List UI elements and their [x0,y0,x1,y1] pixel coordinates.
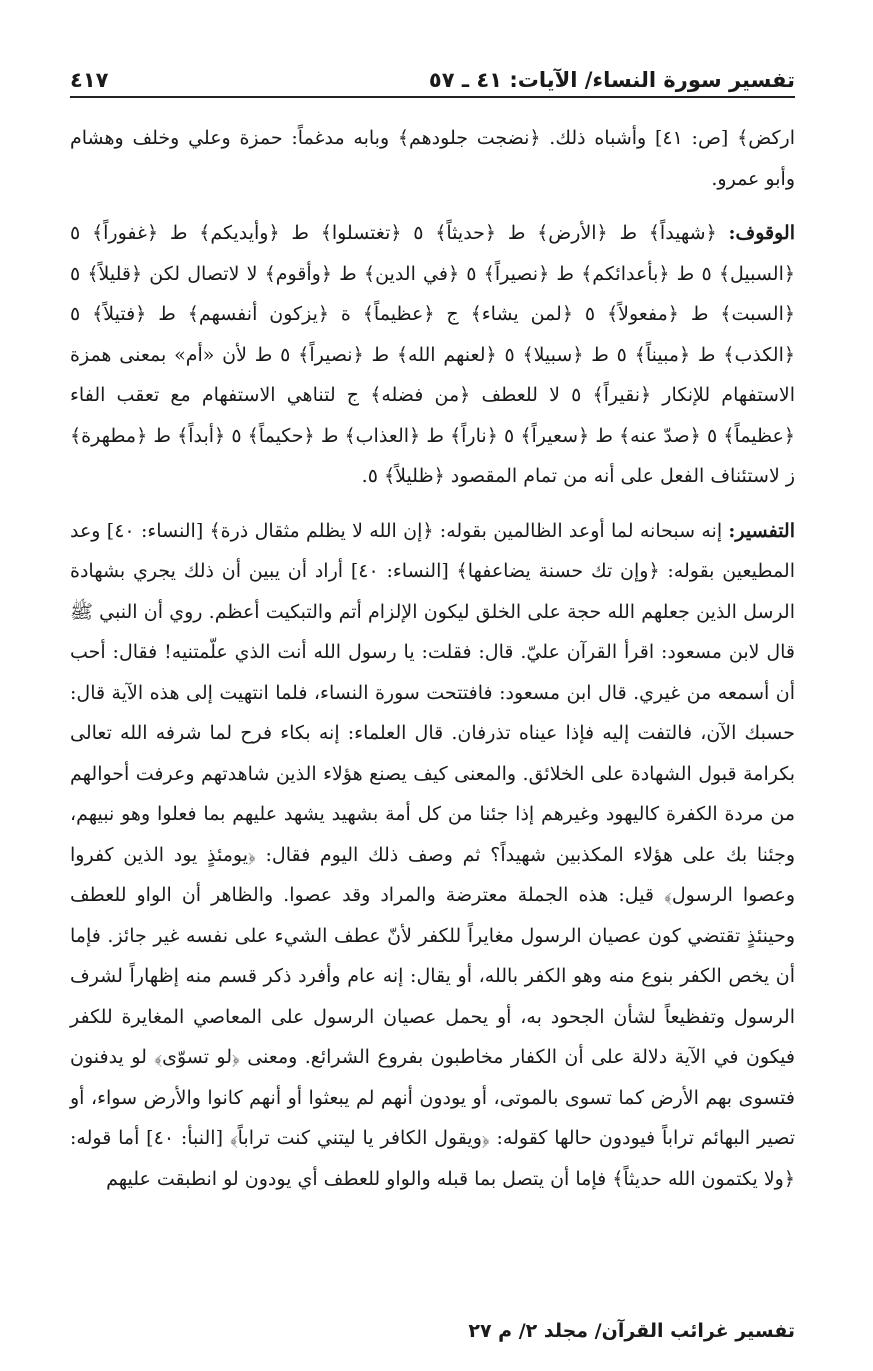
running-header [70,58,795,98]
paragraph-text: ﴿شهيداً﴾ ط ﴿الأرض﴾ ط ﴿حديثاً﴾ ٥ ﴿تغتسلوا﴾ ط ﴿وأيديكم﴾ ط ﴿غفوراً﴾ ٥ ﴿السبيل﴾ ٥ ط ﴿بأعدائكم﴾ ط ﴿نصيراً﴾ ٥ ﴿في الدين﴾ ط ﴿وأقوم﴾ لا لاتصال لكن ﴿قليلاً﴾ ٥ ﴿السبت﴾ ط ﴿مفعولاً﴾ ٥ ﴿لمن يشاء﴾ ج ﴿عظيماً﴾ ة ﴿يزكون أنفسهم﴾ ط ﴿فتيلاً﴾ ٥ ﴿الكذب﴾ ط ﴿مبيناً﴾ ٥ ط ﴿سبيلا﴾ ٥ ﴿لعنهم الله﴾ ط ﴿نصيراً﴾ ٥ ط لأن «أم» بمعنى همزة الاستفهام للإنكار ﴿نقيراً﴾ ٥ لا للعطف ﴿من فضله﴾ ج لتناهي الاستفهام مع تعقب الفاء ﴿عظيماً﴾ ٥ ﴿صدّ عنه﴾ ط ﴿سعيراً﴾ ٥ ﴿ناراً﴾ ط ﴿العذاب﴾ ط ﴿حكيماً﴾ ٥ ﴿أبداً﴾ ط ﴿مطهرة﴾ ز لاستئناف الفعل على أنه من تمام المقصود ﴿ظليلاً﴾ ٥. [70,222,796,487]
header-title: تفسير سورة النساء/ الآيات: ٤١ ـ ٥٧ [428,68,795,92]
body-text [70,118,795,1199]
footer-signature: تفسير غرائب القرآن/ مجلد ٢/ م ٢٧ [468,1320,795,1342]
paragraph-text: اركض﴾ [ص: ٤١] وأشباه ذلك. ﴿نضجت جلودهم﴾ وبابه مدغماً: حمزة وعلي وخلف وهشام وأبو عمرو. [70,127,795,190]
paragraph-tafsir [70,511,795,1200]
page-number: ٤١٧ [70,68,109,92]
paragraph-text: إنه سبحانه لما أوعد الظالمين بقوله: ﴿إن الله لا يظلم مثقال ذرة﴾ [النساء: ٤٠] وعد المطيعين بقوله: ﴿وإن تك حسنة يضاعفها﴾ [النساء: ٤٠] أراد أن يبين أن ذلك يجري بشهادة الرسل الذين جعلهم الله حجة على الخلق ليكون الإلزام أتم والتبكيت أعظم. روي أن النبي ﷺ قال لابن مسعود: اقرأ القرآن عليّ. قال: فقلت: يا رسول الله أنت الذي علّمتنيه! فقال: أحب أن أسمعه من غيري. قال ابن مسعود: فافتتحت سورة النساء، فلما انتهيت إلى هذه الآية قال: حسبك الآن، فالتفت إليه فإذا عيناه تذرفان. قال العلماء: إنه بكاء فرح لما شرفه الله تعالى بكرامة قبول الشهادة على الخلائق. والمعنى كيف يصنع هؤلاء الذين شاهدتهم وعرفت أحوالهم من مردة الكفرة كاليهود وغيرهم إذا جئنا من كل أمة بشهيد يشهد عليهم بما فعلوا وهو نبيهم، وجئنا بك على هؤلاء المكذبين شهيداً؟ ثم وصف ذلك اليوم فقال: ﴿يومئذٍ يود الذين كفروا وعصوا الرسول﴾ قيل: هذه الجملة معترضة والمراد وقد عصوا. والظاهر أن الواو للعطف وحينئذٍ تقتضي كون عصيان الرسول مغايراً للكفر لأنّ عطف الشيء على نفسه غير جائز. فإما أن يخص الكفر بنوع منه وهو الكفر بالله، أو يقال: إنه عام وأفرد ذكر قسم منه إظهاراً لشرف الرسول وتفظيعاً لشأن الجحود به، أو يحمل عصيان الرسول على المعاصي المغايرة للكفر فيكون في الآية دلالة على أن الكفار مخاطبون بفروع الشرائع. ومعنى ﴿لو تسوّى﴾ لو يدفنون فتسوى بهم الأرض كما تسوى بالموتى، أو يودون أنهم لم يبعثوا أو أنهم كانوا والأرض سواء، أو تصير البهائم تراباً فيودون حالها كقوله: ﴿ويقول الكافر يا ليتني كنت تراباً﴾ [النبأ: ٤٠] أما قوله: ﴿ولا يكتمون الله حديثاً﴾ فإما أن يتصل بما قبله والواو للعطف أي يودون لو انطبقت عليهم [70,519,796,1190]
paragraph-waqf [70,213,795,497]
section-heading-waqf: الوقوف: [728,222,795,244]
section-heading-tafsir: التفسير: [728,519,795,542]
paragraph-continuation [70,118,795,199]
